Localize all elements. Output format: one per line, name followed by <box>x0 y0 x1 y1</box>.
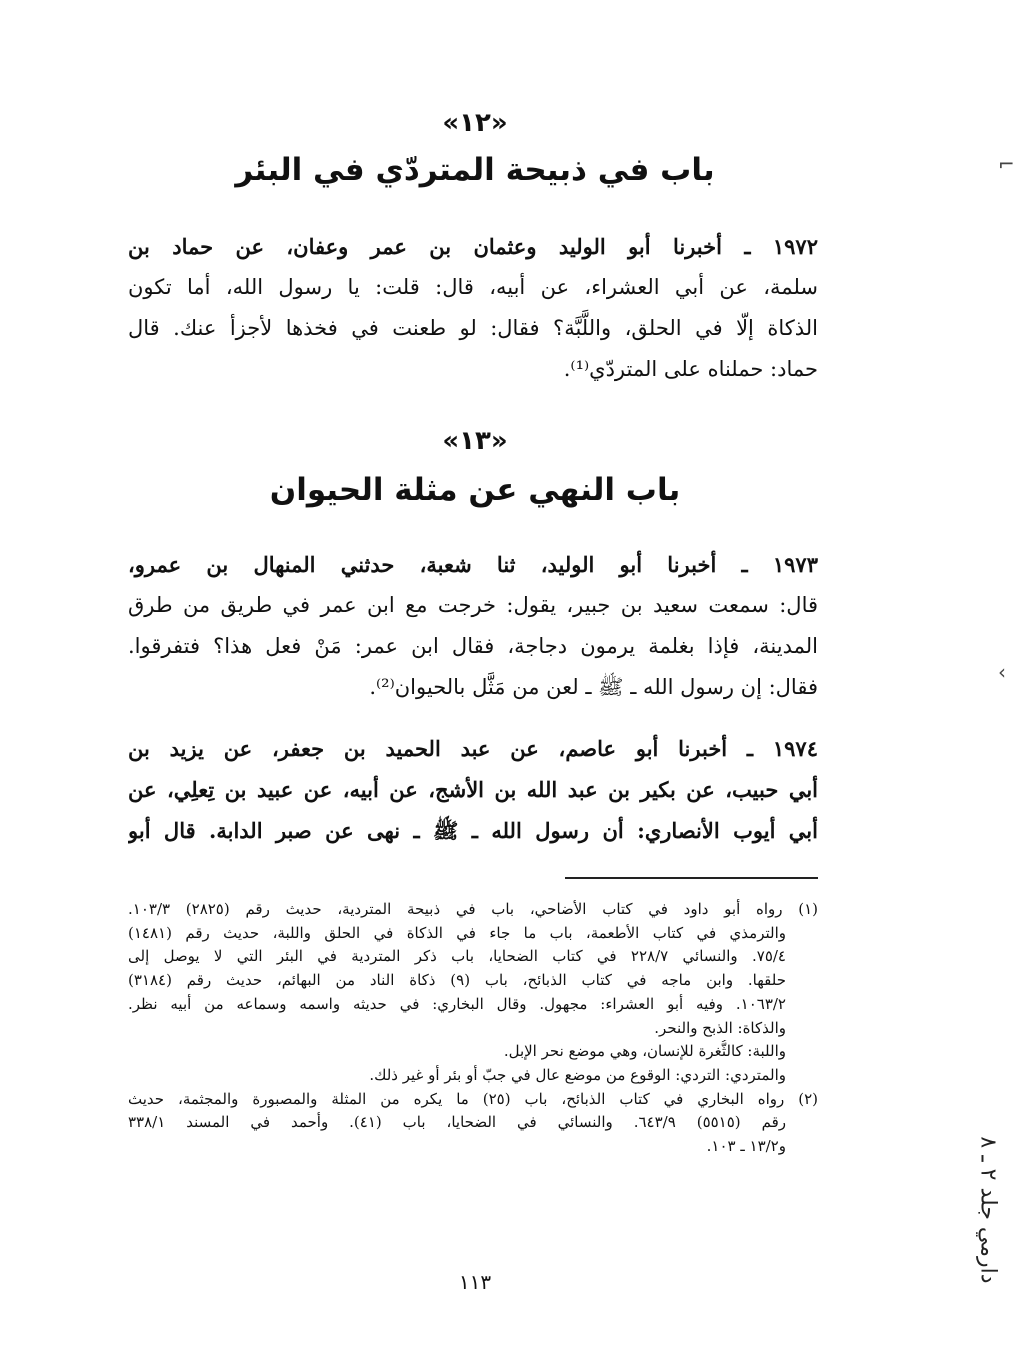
hadith-1972 <box>128 226 818 390</box>
margin-tick-mark: ⌐ <box>998 152 1015 176</box>
footnote-separator <box>565 877 818 879</box>
hadith-1974-line-2: أبي حبيب، عن بكير بن عبد الله بن الأشج، عن أبيه، عن عبيد بن تِعلِي، عن <box>128 777 818 802</box>
hadith-1973-line-1: ١٩٧٣ ـ أخبرنا أبو الوليد، ثنا شعبة، حدثني المنهال بن عمرو، <box>128 552 818 577</box>
hadith-1972-line-1: ١٩٧٢ ـ أخبرنا أبو الوليد وعثمان بن عمر وعفان، عن حماد بن <box>128 234 818 259</box>
footnote-1-line-7: واللبة: كالثُّغرة للإنسان، وهي موضع نحر الإبل. <box>503 1042 786 1061</box>
hadith-1973 <box>128 544 818 708</box>
margin-note-text: دارمي جلد ٢ ـ ٨ <box>975 1136 1001 1284</box>
footnote-1-line-6: والذكاة: الذبح والنحر. <box>654 1018 786 1037</box>
footnote-2-line-2: رقم (٥٥١٥) ٦٤٣/٩. والنسائي في الضحايا، باب (٤١). وأحمد في المسند ٣٣٨/١ <box>128 1113 786 1132</box>
hadith-1972-line-2: سلمة، عن أبي العشراء، عن أبيه، قال: قلت: يا رسول الله، أما تكون <box>128 275 818 299</box>
hadith-1974-line-3: أبي أيوب الأنصاري: أن رسول الله ـ ﷺ ـ نهى عن صبر الدابة. قال أبو <box>128 818 818 843</box>
footnote-1-line-8: والمتردي: التردي: الوقوع من موضع عال في جبّ أو بئر أو غير ذلك. <box>369 1065 786 1084</box>
section-12-number: «١٢» <box>442 108 508 138</box>
page-number: ١١٣ <box>458 1270 492 1294</box>
footnote-1-line-3: ٧٥/٤. والنسائي ٢٢٨/٧ في كتاب الضحايا، باب ذكر المتردية في البئر التي لا يوصل إلى <box>128 947 786 966</box>
hadith-1974-line-1: ١٩٧٤ ـ أخبرنا أبو عاصم، عن عبد الحميد بن جعفر، عن يزيد بن <box>128 736 818 761</box>
handwritten-margin-note <box>958 1100 1018 1320</box>
footnote-1-line-1: (١) رواه أبو داود في كتاب الأضاحي، باب في ذبيحة المتردية، حديث رقم (٢٨٢٥) ١٠٣/٣. <box>128 900 818 918</box>
margin-tick-mark: › <box>998 660 1006 684</box>
section-12-title: باب في ذبيحة المتردّي في البئر <box>235 152 715 188</box>
footnote-2-line-3: و١٣/٢ ـ ١٠٣. <box>706 1137 786 1156</box>
hadith-1973-line-3: المدينة، فإذا بغلمة يرمون دجاجة، فقال ابن عمر: مَنْ فعل هذا؟ فتفرقوا. <box>128 634 818 658</box>
hadith-1973-line-2: قال: سمعت سعيد بن جبير، يقول: خرجت مع ابن عمر في طريق من طرق <box>128 593 818 617</box>
hadith-1974 <box>128 728 818 851</box>
hadith-1973-line-4: فقال: إن رسول الله ـ ﷺ ـ لعن من مَثَّل بالحيوان⁽²⁾. <box>369 675 818 699</box>
section-13-number: «١٣» <box>442 426 508 456</box>
footnote-1-line-2: والترمذي في كتاب الأطعمة، باب ما جاء في الذكاة في الحلق واللبة، حديث رقم (١٤٨١) <box>128 923 786 942</box>
hadith-1972-line-3: الذكاة إلّا في الحلق، واللَّبَّة؟ فقال: لو طعنت في فخذها لأجزأ عنك. قال <box>128 316 818 340</box>
footnote-2-line-1: (٢) رواه البخاري في كتاب الذبائح، باب (٢٥) ما يكره من المثلة والمصبورة والمجثمة، حديث <box>128 1089 818 1108</box>
section-13-title: باب النهي عن مثلة الحيوان <box>269 472 681 508</box>
footnotes <box>128 898 818 1159</box>
footnote-1-line-4: حلقها. وابن ماجه في كتاب الذبائح، باب (٩) ذكاة الناد من البهائم، حديث رقم (٣١٨٤) <box>128 971 786 990</box>
footnote-1-line-5: ١٠٦٣/٢. وفيه أبو العشراء: مجهول. وقال البخاري: في حديثه واسمه وسماعه من أبيه نظر. <box>128 994 786 1013</box>
hadith-1972-line-4: حماد: حملناه على المتردّي⁽¹⁾. <box>563 357 818 381</box>
